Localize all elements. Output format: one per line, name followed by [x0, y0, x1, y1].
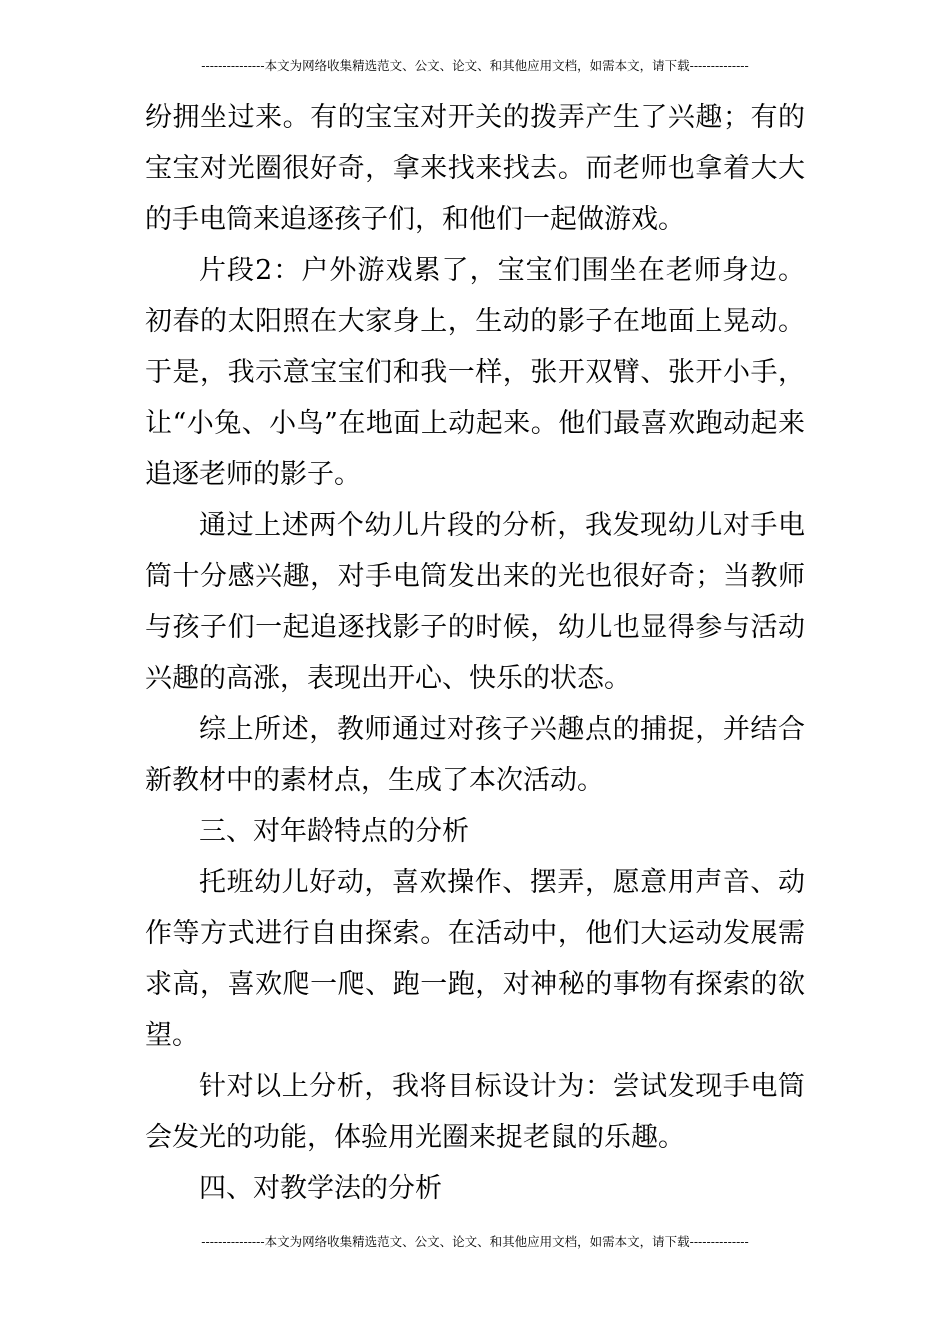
page-header-note: ---------------本文为网络收集精选范文、公文、论文、和其他应用文档，如需本文，请下载-------------- [201, 58, 749, 73]
section-heading-age-characteristics: 三、对年龄特点的分析 [199, 816, 469, 847]
paragraph-continuation: 纷拥坐过来。有的宝宝对开关的拨弄产生了兴趣；有的宝宝对光圈很好奇，拿来找来找去。而老师也拿着大大的手电筒来追逐孩子们，和他们一起做游戏。 [145, 102, 805, 235]
paragraph-age-characteristics: 托班幼儿好动，喜欢操作、摆弄，愿意用声音、动作等方式进行自由探索。在活动中，他们大运动发展需求高，喜欢爬一爬、跑一跑，对神秘的事物有探索的欲望。 [145, 867, 805, 1051]
page-footer-note: ---------------本文为网络收集精选范文、公文、论文、和其他应用文档，如需本文，请下载-------------- [201, 1234, 749, 1249]
section-heading-teaching-method: 四、对教学法的分析 [199, 1173, 442, 1204]
paragraph-goal-design: 针对以上分析，我将目标设计为：尝试发现手电筒会发光的功能，体验用光圈来捉老鼠的乐趣。 [145, 1071, 805, 1153]
paragraph-summary: 综上所述，教师通过对孩子兴趣点的捕捉，并结合新教材中的素材点，生成了本次活动。 [145, 714, 805, 796]
document-body [145, 92, 805, 1214]
paragraph-analysis: 通过上述两个幼儿片段的分析，我发现幼儿对手电筒十分感兴趣，对手电筒发出来的光也很好奇；当教师与孩子们一起追逐找影子的时候，幼儿也显得参与活动兴趣的高涨，表现出开心、快乐的状态。 [145, 510, 805, 694]
paragraph-segment-2: 片段2：户外游戏累了，宝宝们围坐在老师身边。初春的太阳照在大家身上，生动的影子在地面上晃动。于是，我示意宝宝们和我一样，张开双臂、张开小手，让“小兔、小鸟”在地面上动起来。他们最喜欢跑动起来追逐老师的影子。 [145, 255, 805, 490]
